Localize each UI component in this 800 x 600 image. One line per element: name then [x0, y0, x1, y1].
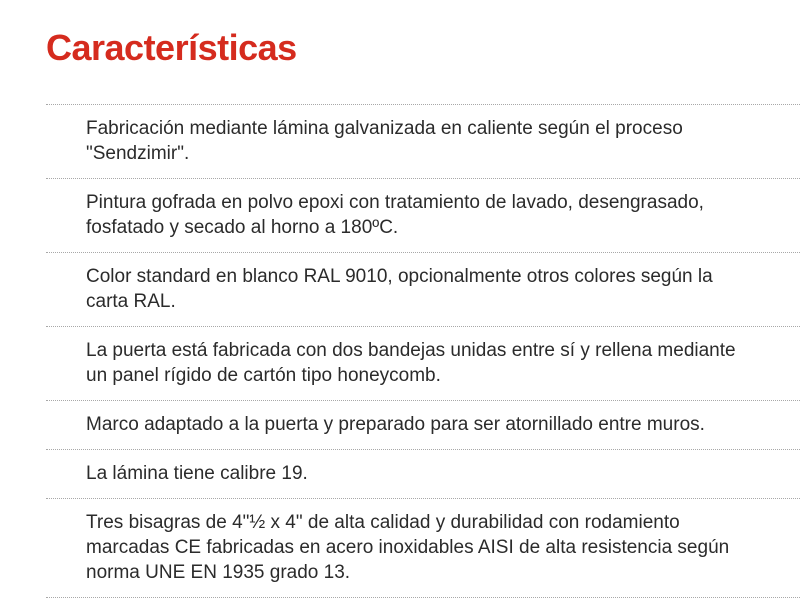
feature-item: Pintura gofrada en polvo epoxi con tratamiento de lavado, desengrasado, fosfatado y secado al horno a 180ºC. [46, 179, 800, 253]
feature-item: Tres bisagras de 4"½ x 4" de alta calidad y durabilidad con rodamiento marcadas CE fabricadas en acero inoxidables AISI de alta resistencia según norma UNE EN 1935 grado 13. [46, 499, 800, 598]
feature-item: La puerta está fabricada con dos bandejas unidas entre sí y rellena mediante un panel rígido de cartón tipo honeycomb. [46, 327, 800, 401]
feature-item: La lámina tiene calibre 19. [46, 450, 800, 499]
feature-item: Marco adaptado a la puerta y preparado para ser atornillado entre muros. [46, 401, 800, 450]
feature-item: Fabricación mediante lámina galvanizada en caliente según el proceso "Sendzimir". [46, 105, 800, 179]
features-list [46, 104, 800, 598]
section-title: Características [46, 27, 297, 68]
feature-item: Color standard en blanco RAL 9010, opcionalmente otros colores según la carta RAL. [46, 253, 800, 327]
